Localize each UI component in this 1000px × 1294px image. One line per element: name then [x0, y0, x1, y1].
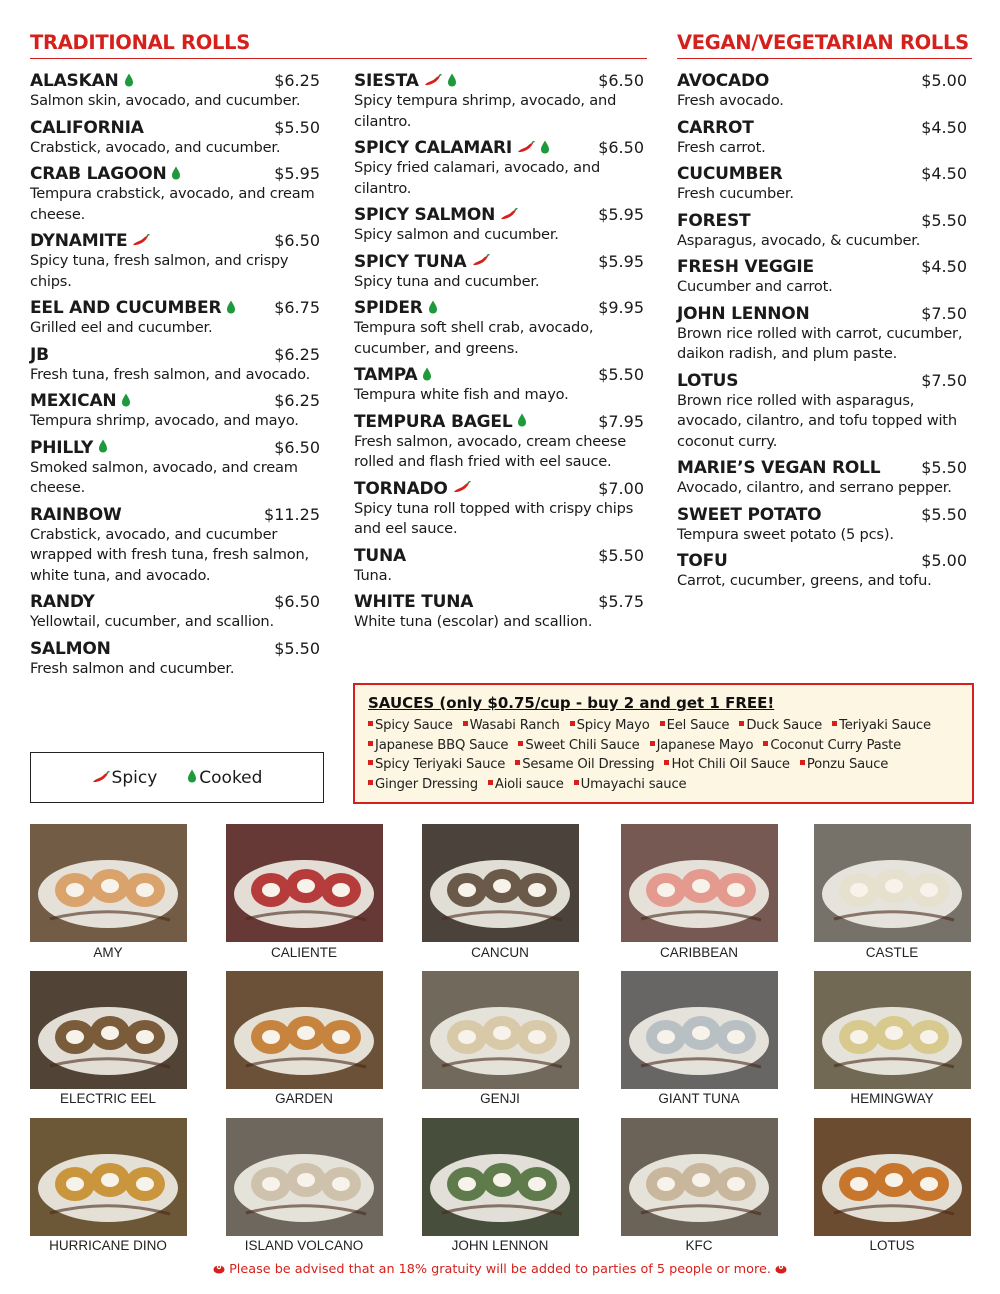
item-description: Spicy tuna and cucumber.	[354, 272, 540, 290]
sushi-photo	[422, 971, 579, 1089]
chili-pepper-icon	[424, 74, 442, 86]
item-name: JB	[30, 344, 49, 365]
menu-item	[677, 304, 967, 365]
sauce-item	[368, 777, 478, 792]
photo-caption: CANCUN	[471, 945, 529, 960]
menu-item	[354, 365, 644, 406]
sauce-name: Wasabi Ranch	[469, 718, 560, 733]
bullet-icon	[368, 721, 373, 726]
sauces-title: SAUCES (only $0.75/cup - buy 2 and get 1 FREE!	[368, 694, 775, 712]
item-description: Tempura white fish and mayo.	[354, 386, 569, 403]
item-description: Grilled eel and cucumber.	[30, 319, 213, 336]
bullet-icon	[368, 741, 373, 746]
leaf-drop-icon	[540, 140, 550, 154]
traditional-rolls-column-2	[354, 71, 644, 639]
item-price: $6.25	[274, 344, 320, 364]
sushi-photo	[814, 971, 971, 1089]
item-name: EEL AND CUCUMBER	[30, 298, 222, 318]
sushi-photo	[30, 1118, 187, 1236]
item-name: MEXICAN	[30, 391, 117, 411]
bullet-icon	[368, 760, 373, 765]
menu-item	[677, 551, 967, 592]
traditional-rolls-column-1	[30, 71, 320, 685]
photo-caption: CASTLE	[865, 945, 919, 960]
item-name: SPICY TUNA	[354, 251, 467, 272]
sauce-item	[463, 718, 560, 733]
menu-item	[30, 505, 320, 587]
sushi-photo	[226, 1118, 383, 1236]
item-name: SPICY CALAMARI	[354, 138, 513, 158]
bullet-icon	[368, 780, 373, 785]
item-description: Fresh salmon, avocado, cream cheese rolled and flash fried with eel sauce.	[354, 432, 626, 470]
menu-item	[30, 298, 320, 339]
bullet-icon	[800, 760, 805, 765]
sauce-name: Ponzu Sauce	[806, 757, 889, 772]
vegan-rolls-heading: VEGAN/VEGETARIAN ROLLS	[677, 31, 969, 54]
leaf-drop-icon	[121, 393, 131, 407]
item-price: $5.00	[921, 551, 967, 570]
menu-item	[677, 71, 967, 112]
item-name: SWEET POTATO	[677, 504, 822, 525]
photo-caption: ELECTRIC EEL	[59, 1091, 157, 1106]
menu-item	[354, 205, 644, 246]
item-price: $5.75	[598, 592, 644, 611]
item-price: $5.50	[921, 458, 967, 477]
sauce-item	[570, 718, 650, 733]
item-name: TEMPURA BAGEL	[354, 411, 513, 432]
item-description: Tempura shrimp, avocado, and mayo.	[30, 412, 299, 429]
traditional-heading-rule	[30, 58, 647, 59]
sauce-name: Spicy Sauce	[375, 718, 453, 733]
item-description: Fresh carrot.	[677, 138, 766, 156]
bullet-icon	[518, 741, 523, 746]
item-description: Tuna.	[354, 566, 392, 584]
traditional-rolls-heading: TRADITIONAL ROLLS	[30, 31, 250, 54]
menu-item	[30, 71, 320, 112]
item-price: $5.50	[598, 545, 644, 565]
sauce-item	[518, 738, 639, 753]
item-description: Fresh cucumber.	[677, 185, 794, 202]
item-price: $6.50	[598, 71, 644, 90]
item-description: Fresh avocado.	[677, 92, 784, 109]
sauce-item	[739, 718, 822, 733]
bullet-icon	[832, 721, 837, 726]
menu-item	[354, 71, 644, 132]
item-price: $6.50	[274, 437, 320, 457]
bullet-icon	[739, 721, 744, 726]
sauce-item	[800, 757, 888, 772]
menu-item	[30, 164, 320, 225]
item-price: $6.75	[274, 298, 320, 317]
item-name: SALMON	[30, 638, 111, 659]
sushi-photo	[621, 824, 778, 942]
item-name: RAINBOW	[30, 504, 122, 525]
photo-caption: HURRICANE DINO	[49, 1238, 167, 1253]
item-description: Avocado, cilantro, and serrano pepper.	[677, 479, 952, 496]
item-price: $5.95	[274, 164, 320, 183]
item-price: $5.00	[921, 71, 967, 90]
item-price: $5.50	[274, 638, 320, 658]
chili-pepper-icon	[92, 768, 110, 788]
item-name: AVOCADO	[677, 71, 770, 91]
sauce-name: Coconut Curry Paste	[770, 737, 902, 753]
item-description: Brown rice rolled with asparagus, avocado, cilantro, and tofu topped with coconut curry.	[677, 391, 957, 450]
sauce-name: Japanese BBQ Sauce	[375, 737, 509, 753]
item-price: $5.50	[598, 365, 644, 384]
chili-pepper-icon	[132, 234, 150, 246]
item-price: $5.95	[598, 205, 644, 224]
menu-item	[354, 138, 644, 199]
item-name: SPICY SALMON	[354, 205, 496, 225]
leaf-drop-icon	[187, 768, 197, 788]
item-name: JOHN LENNON	[677, 303, 810, 324]
chili-pepper-icon	[472, 254, 490, 266]
chili-pepper-icon	[500, 208, 518, 220]
legend-cooked	[187, 768, 262, 788]
photo-caption: AMY	[93, 945, 123, 960]
item-price: $6.25	[274, 71, 320, 90]
bullet-icon	[488, 780, 493, 785]
item-description: Tempura soft shell crab, avocado, cucumber, and greens.	[354, 319, 594, 357]
item-description: Yellowtail, cucumber, and scallion.	[30, 613, 274, 630]
sauce-name: Teriyaki Sauce	[839, 718, 931, 733]
item-name: ALASKAN	[30, 71, 119, 91]
leaf-drop-icon	[171, 166, 181, 180]
sauce-item	[574, 777, 687, 792]
menu-item	[677, 505, 967, 546]
photo-caption: LOTUS	[869, 1238, 915, 1253]
photo-caption: CALIENTE	[270, 945, 338, 960]
menu-item	[30, 639, 320, 680]
photo-caption: KFC	[685, 1238, 713, 1253]
leaf-drop-icon	[98, 439, 108, 453]
bullet-icon	[515, 760, 520, 765]
item-name: CUCUMBER	[677, 164, 783, 184]
item-price: $6.25	[274, 391, 320, 410]
photo-caption: GIANT TUNA	[658, 1091, 740, 1106]
item-description: Tempura sweet potato (5 pcs).	[677, 525, 894, 543]
item-description: Carrot, cucumber, greens, and tofu.	[677, 572, 932, 589]
sauce-name: Aioli sauce	[494, 776, 564, 792]
sauce-name: Japanese Mayo	[656, 737, 754, 753]
menu-item	[30, 118, 320, 159]
item-price: $7.50	[921, 303, 967, 323]
menu-item	[677, 211, 967, 252]
item-description: Asparagus, avocado, & cucumber.	[677, 231, 921, 249]
item-price: $7.95	[598, 411, 644, 431]
item-name: TORNADO	[354, 478, 448, 499]
item-description: Crabstick, avocado, and cucumber.	[30, 138, 281, 156]
chili-pepper-icon	[517, 141, 535, 153]
item-price: $7.00	[598, 478, 644, 498]
sauce-item	[515, 757, 654, 772]
item-price: $5.95	[598, 251, 644, 271]
leaf-drop-icon	[226, 300, 236, 314]
legend-spicy-label: Spicy	[111, 767, 158, 788]
chili-pepper-icon	[453, 481, 471, 493]
item-price: $6.50	[598, 138, 644, 157]
sauce-list	[368, 716, 960, 794]
bullet-icon	[763, 741, 768, 746]
sauces-box	[353, 683, 974, 804]
sushi-photo	[621, 1118, 778, 1236]
item-description: Crabstick, avocado, and cucumber wrapped with fresh tuna, fresh salmon, white tuna, and avocado.	[30, 525, 309, 584]
item-description: White tuna (escolar) and scallion.	[354, 613, 593, 630]
vegan-heading-rule	[677, 58, 972, 59]
item-name: TAMPA	[354, 365, 418, 385]
sushi-photo	[30, 824, 187, 942]
sushi-photo	[814, 1118, 971, 1236]
item-name: MARIE’S VEGAN ROLL	[677, 458, 881, 478]
sushi-photo	[814, 824, 971, 942]
menu-item	[354, 479, 644, 540]
sushi-photo	[30, 971, 187, 1089]
item-description: Salmon skin, avocado, and cucumber.	[30, 92, 301, 109]
item-description: Spicy salmon and cucumber.	[354, 226, 559, 243]
item-price: $4.50	[921, 164, 967, 183]
sauce-item	[368, 757, 505, 772]
item-name: TUNA	[354, 545, 406, 566]
photo-caption: GENJI	[480, 1091, 520, 1106]
item-price: $11.25	[264, 504, 320, 524]
menu-item	[30, 345, 320, 386]
menu-item	[30, 391, 320, 432]
item-price: $5.50	[274, 117, 320, 137]
sushi-photo	[621, 971, 778, 1089]
sauce-item	[488, 777, 564, 792]
sauce-item	[660, 718, 730, 733]
bullet-icon	[574, 780, 579, 785]
leaf-drop-icon	[428, 300, 438, 314]
item-price: $5.50	[921, 210, 967, 230]
menu-item	[354, 592, 644, 633]
menu-item	[677, 118, 967, 159]
item-price: $6.50	[274, 592, 320, 611]
item-description: Spicy tuna, fresh salmon, and crispy chips.	[30, 252, 289, 290]
item-name: CRAB LAGOON	[30, 164, 167, 184]
legend-spicy	[92, 768, 158, 788]
item-name: FOREST	[677, 210, 751, 231]
item-description: Spicy tuna roll topped with crispy chips and eel sauce.	[354, 499, 634, 537]
sauce-name: Sweet Chili Sauce	[525, 737, 640, 753]
sauce-item	[368, 718, 453, 733]
item-price: $6.50	[274, 231, 320, 250]
item-name: FRESH VEGGIE	[677, 257, 814, 277]
menu-item	[354, 412, 644, 473]
item-price: $7.50	[921, 370, 967, 390]
item-description: Smoked salmon, avocado, and cream cheese.	[30, 458, 298, 496]
gratuity-text: Please be advised that an 18% gratuity will be added to parties of 5 people or more.	[229, 1262, 771, 1277]
menu-item	[354, 546, 644, 587]
sauce-name: Ginger Dressing	[375, 776, 478, 792]
sauce-name: Spicy Mayo	[576, 718, 650, 733]
item-price: $5.50	[921, 504, 967, 524]
photo-caption: CARIBBEAN	[659, 945, 739, 960]
item-description: Cucumber and carrot.	[677, 278, 833, 295]
sauce-name: Spicy Teriyaki Sauce	[375, 757, 506, 772]
bullet-icon	[664, 760, 669, 765]
item-price: $4.50	[921, 257, 967, 276]
sauce-item	[763, 738, 901, 753]
item-name: PHILLY	[30, 437, 94, 458]
sushi-icon	[775, 1263, 787, 1274]
item-name: SPIDER	[354, 298, 423, 318]
item-description: Brown rice rolled with carrot, cucumber, daikon radish, and plum paste.	[677, 324, 963, 362]
bullet-icon	[570, 721, 575, 726]
photo-caption: ISLAND VOLCANO	[244, 1238, 364, 1253]
sushi-photo	[226, 824, 383, 942]
bullet-icon	[463, 721, 468, 726]
item-price: $4.50	[921, 117, 967, 137]
menu-item	[30, 438, 320, 499]
item-name: RANDY	[30, 592, 95, 612]
sauce-name: Duck Sauce	[746, 718, 823, 733]
photo-caption: GARDEN	[275, 1091, 333, 1106]
menu-item	[677, 371, 967, 453]
sauce-name: Hot Chili Oil Sauce	[671, 757, 790, 772]
item-description: Fresh salmon and cucumber.	[30, 659, 235, 677]
sushi-photo	[422, 824, 579, 942]
item-description: Tempura crabstick, avocado, and cream cheese.	[30, 185, 315, 223]
sauce-name: Umayachi sauce	[580, 776, 687, 792]
item-name: SIESTA	[354, 71, 419, 91]
sauce-item	[664, 757, 789, 772]
sauce-name: Sesame Oil Dressing	[522, 757, 655, 772]
sauce-item	[650, 738, 754, 753]
menu-item	[677, 458, 967, 499]
sushi-icon	[213, 1263, 225, 1274]
menu-item	[30, 592, 320, 633]
item-name: LOTUS	[677, 370, 739, 391]
menu-item	[354, 298, 644, 359]
item-name: DYNAMITE	[30, 231, 128, 251]
item-description: Spicy fried calamari, avocado, and cilantro.	[354, 159, 601, 197]
legend-cooked-label: Cooked	[199, 767, 263, 788]
item-description: Spicy tempura shrimp, avocado, and cilantro.	[354, 92, 617, 130]
sushi-photo	[226, 971, 383, 1089]
item-name: TOFU	[677, 551, 728, 571]
sauce-item	[368, 738, 508, 753]
gratuity-notice	[0, 1262, 1000, 1277]
leaf-drop-icon	[517, 413, 527, 427]
icon-legend	[30, 752, 324, 803]
vegan-rolls-column	[677, 71, 967, 598]
menu-item	[30, 231, 320, 292]
item-description: Fresh tuna, fresh salmon, and avocado.	[30, 365, 311, 383]
leaf-drop-icon	[447, 73, 457, 87]
menu-item	[354, 252, 644, 293]
item-price: $9.95	[598, 298, 644, 317]
bullet-icon	[650, 741, 655, 746]
photo-caption: JOHN LENNON	[451, 1238, 549, 1253]
sushi-photo	[422, 1118, 579, 1236]
sauce-name: Eel Sauce	[666, 718, 730, 733]
photo-caption: HEMINGWAY	[850, 1091, 934, 1106]
menu-item	[677, 164, 967, 205]
leaf-drop-icon	[124, 73, 134, 87]
item-name: WHITE TUNA	[354, 592, 474, 612]
leaf-drop-icon	[422, 367, 432, 381]
bullet-icon	[660, 721, 665, 726]
item-name: CALIFORNIA	[30, 117, 144, 138]
item-name: CARROT	[677, 117, 754, 138]
sauce-item	[832, 718, 931, 733]
menu-item	[677, 257, 967, 298]
